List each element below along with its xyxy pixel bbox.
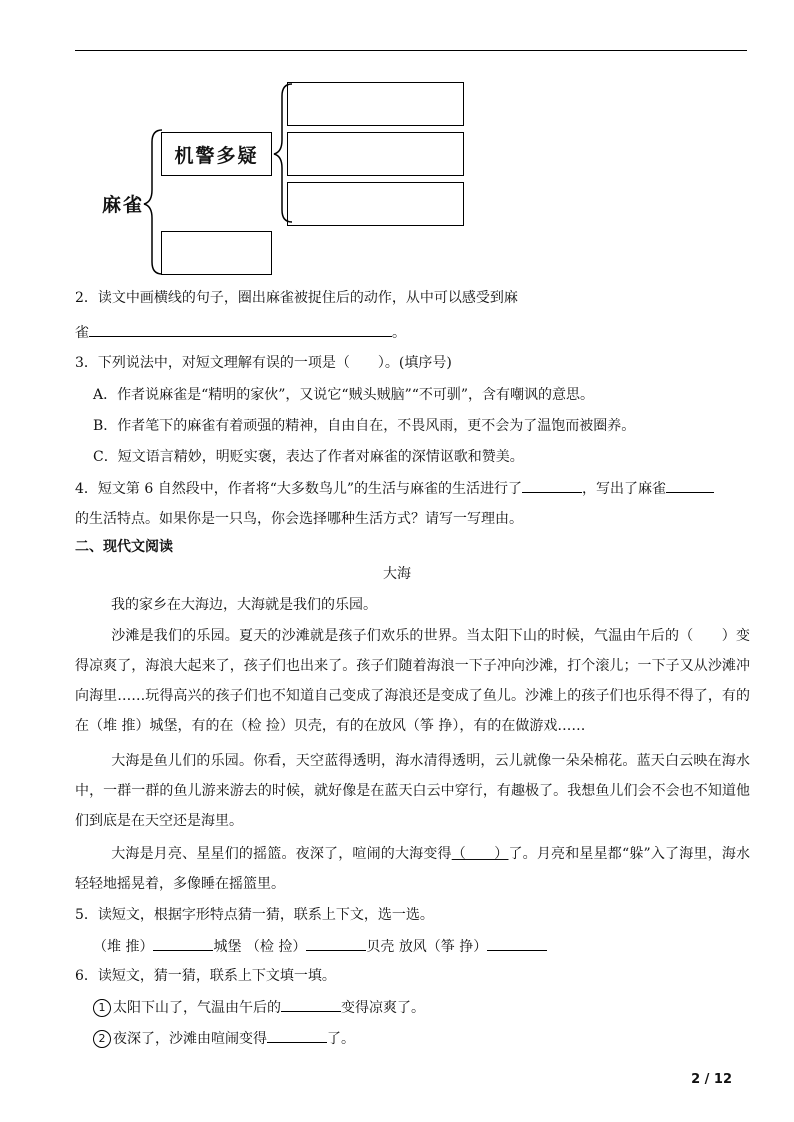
q4-line2: 的生活特点。如果你是一只鸟，你会选择哪种生活方式？请写一写理由。 (75, 511, 523, 527)
empty-trait-box[interactable] (161, 231, 272, 275)
q5-after-2: 贝壳 (366, 939, 395, 955)
q6-blank-1[interactable] (281, 997, 341, 1012)
header-rule (75, 50, 747, 51)
passage-p4 (75, 839, 750, 899)
q5-choices (93, 936, 547, 957)
q6-item-1 (93, 997, 425, 1018)
q2-line2-post: 。 (392, 325, 406, 341)
q4-line1-pre: 4．短文第 6 自然段中，作者将“大多数鸟儿”的生活与麻雀的生活进行了 (75, 481, 523, 497)
q3-stem: 3．下列说法中，对短文理解有误的一项是（ ）。(填序号) (75, 355, 452, 371)
q4-blank-2[interactable] (666, 478, 714, 493)
q6-item-1-post: 变得凉爽了。 (341, 1000, 425, 1016)
q2-line1: 2．读文中画横线的句子，圈出麻雀被捉住后的动作，从中可以感受到麻 (75, 290, 518, 306)
diagram-subject: 麻雀 (102, 194, 145, 216)
q6-item-2-number: 2 (93, 1030, 111, 1048)
passage-p4-blank[interactable]: （ ） (451, 846, 509, 862)
q5-choice-2: （检 捡） (245, 939, 307, 955)
passage-p2-text: 沙滩是我们的乐园。夏天的沙滩就是孩子们欢乐的世界。当太阳下山的时候，气温由午后的（ ）变得凉爽了，海浪大起来了，孩子们也出来了。孩子们随着海浪一下子冲向沙滩，打个滚儿；一下子又从沙滩冲向海里……玩得高兴的孩子们也不知道自己变成了海浪还是变成了鱼儿。沙滩上的孩子们也乐得不得了，有的在（堆 推）城堡，有的在（检 捡）贝壳，有的在放风（筝 挣），有的在做游戏…… (75, 628, 750, 734)
q4-blank-1[interactable] (522, 478, 582, 493)
q5-blank-3[interactable] (487, 936, 547, 951)
trait-label: 机警多疑 (174, 144, 259, 167)
empty-detail-box-2[interactable] (287, 132, 464, 176)
q5-choice-1: （堆 推） (93, 939, 154, 955)
q5-after-1: 城堡 (213, 939, 242, 955)
q4-line1-mid: ，写出了麻雀 (582, 481, 667, 497)
passage-p1 (75, 590, 750, 620)
q2-line2-pre: 雀 (75, 325, 89, 341)
q5-choice-3: 放风（筝 挣） (398, 939, 488, 955)
passage-p4-pre: 大海是月亮、星星们的摇篮。夜深了，喧闹的大海变得 (111, 846, 452, 862)
passage-p1-text: 我的家乡在大海边，大海就是我们的乐园。 (111, 597, 377, 613)
section-heading: 二、现代文阅读 (75, 539, 173, 555)
page-number: 2 / 12 (691, 1072, 732, 1087)
empty-detail-box-3[interactable] (287, 182, 464, 226)
q6-item-1-pre: 太阳下山了，气温由午后的 (113, 1000, 281, 1016)
passage-p4-post: 了。月亮和星星都“躲”入了海里，海水轻轻地摇晃着，多像睡在摇篮里。 (75, 846, 751, 892)
q6-item-2 (93, 1028, 355, 1049)
q2-line2 (75, 322, 406, 343)
passage-p2 (75, 621, 750, 741)
q3-option-a[interactable]: A．作者说麻雀是“精明的家伙”，又说它“贼头贼脑”“不可驯”，含有嘲讽的意思。 (93, 387, 595, 403)
passage-p3-text: 大海是鱼儿们的乐园。你看，天空蓝得透明，海水清得透明，云儿就像一朵朵棉花。蓝天白云映在海水中，一群一群的鱼儿游来游去的时候，就好像是在蓝天白云中穿行，有趣极了。我想鱼儿们会不会也不知道他们到底是在天空还是海里。 (75, 753, 750, 829)
trait-box (161, 132, 272, 176)
q2-answer-blank[interactable] (89, 322, 392, 337)
q6-stem: 6．读短文，猜一猜，联系上下文填一填。 (75, 968, 336, 984)
q6-item-2-post: 了。 (327, 1031, 355, 1047)
q6-blank-2[interactable] (267, 1028, 327, 1043)
q3-option-b[interactable]: B．作者笔下的麻雀有着顽强的精神，自由自在，不畏风雨，更不会为了温饱而被圈养。 (93, 418, 636, 434)
q5-stem: 5．读短文，根据字形特点猜一猜，联系上下文，选一选。 (75, 907, 434, 923)
passage-title: 大海 (383, 566, 411, 582)
q3-option-c[interactable]: C．短文语言精妙，明贬实褒，表达了作者对麻雀的深情讴歌和赞美。 (93, 449, 524, 465)
passage-p3 (75, 746, 750, 836)
q4-line1 (75, 478, 714, 499)
q5-blank-1[interactable] (153, 936, 213, 951)
empty-detail-box-1[interactable] (287, 82, 464, 126)
q6-item-2-pre: 夜深了，沙滩由喧闹变得 (113, 1031, 267, 1047)
q6-item-1-number: 1 (93, 999, 111, 1017)
q5-blank-2[interactable] (306, 936, 366, 951)
